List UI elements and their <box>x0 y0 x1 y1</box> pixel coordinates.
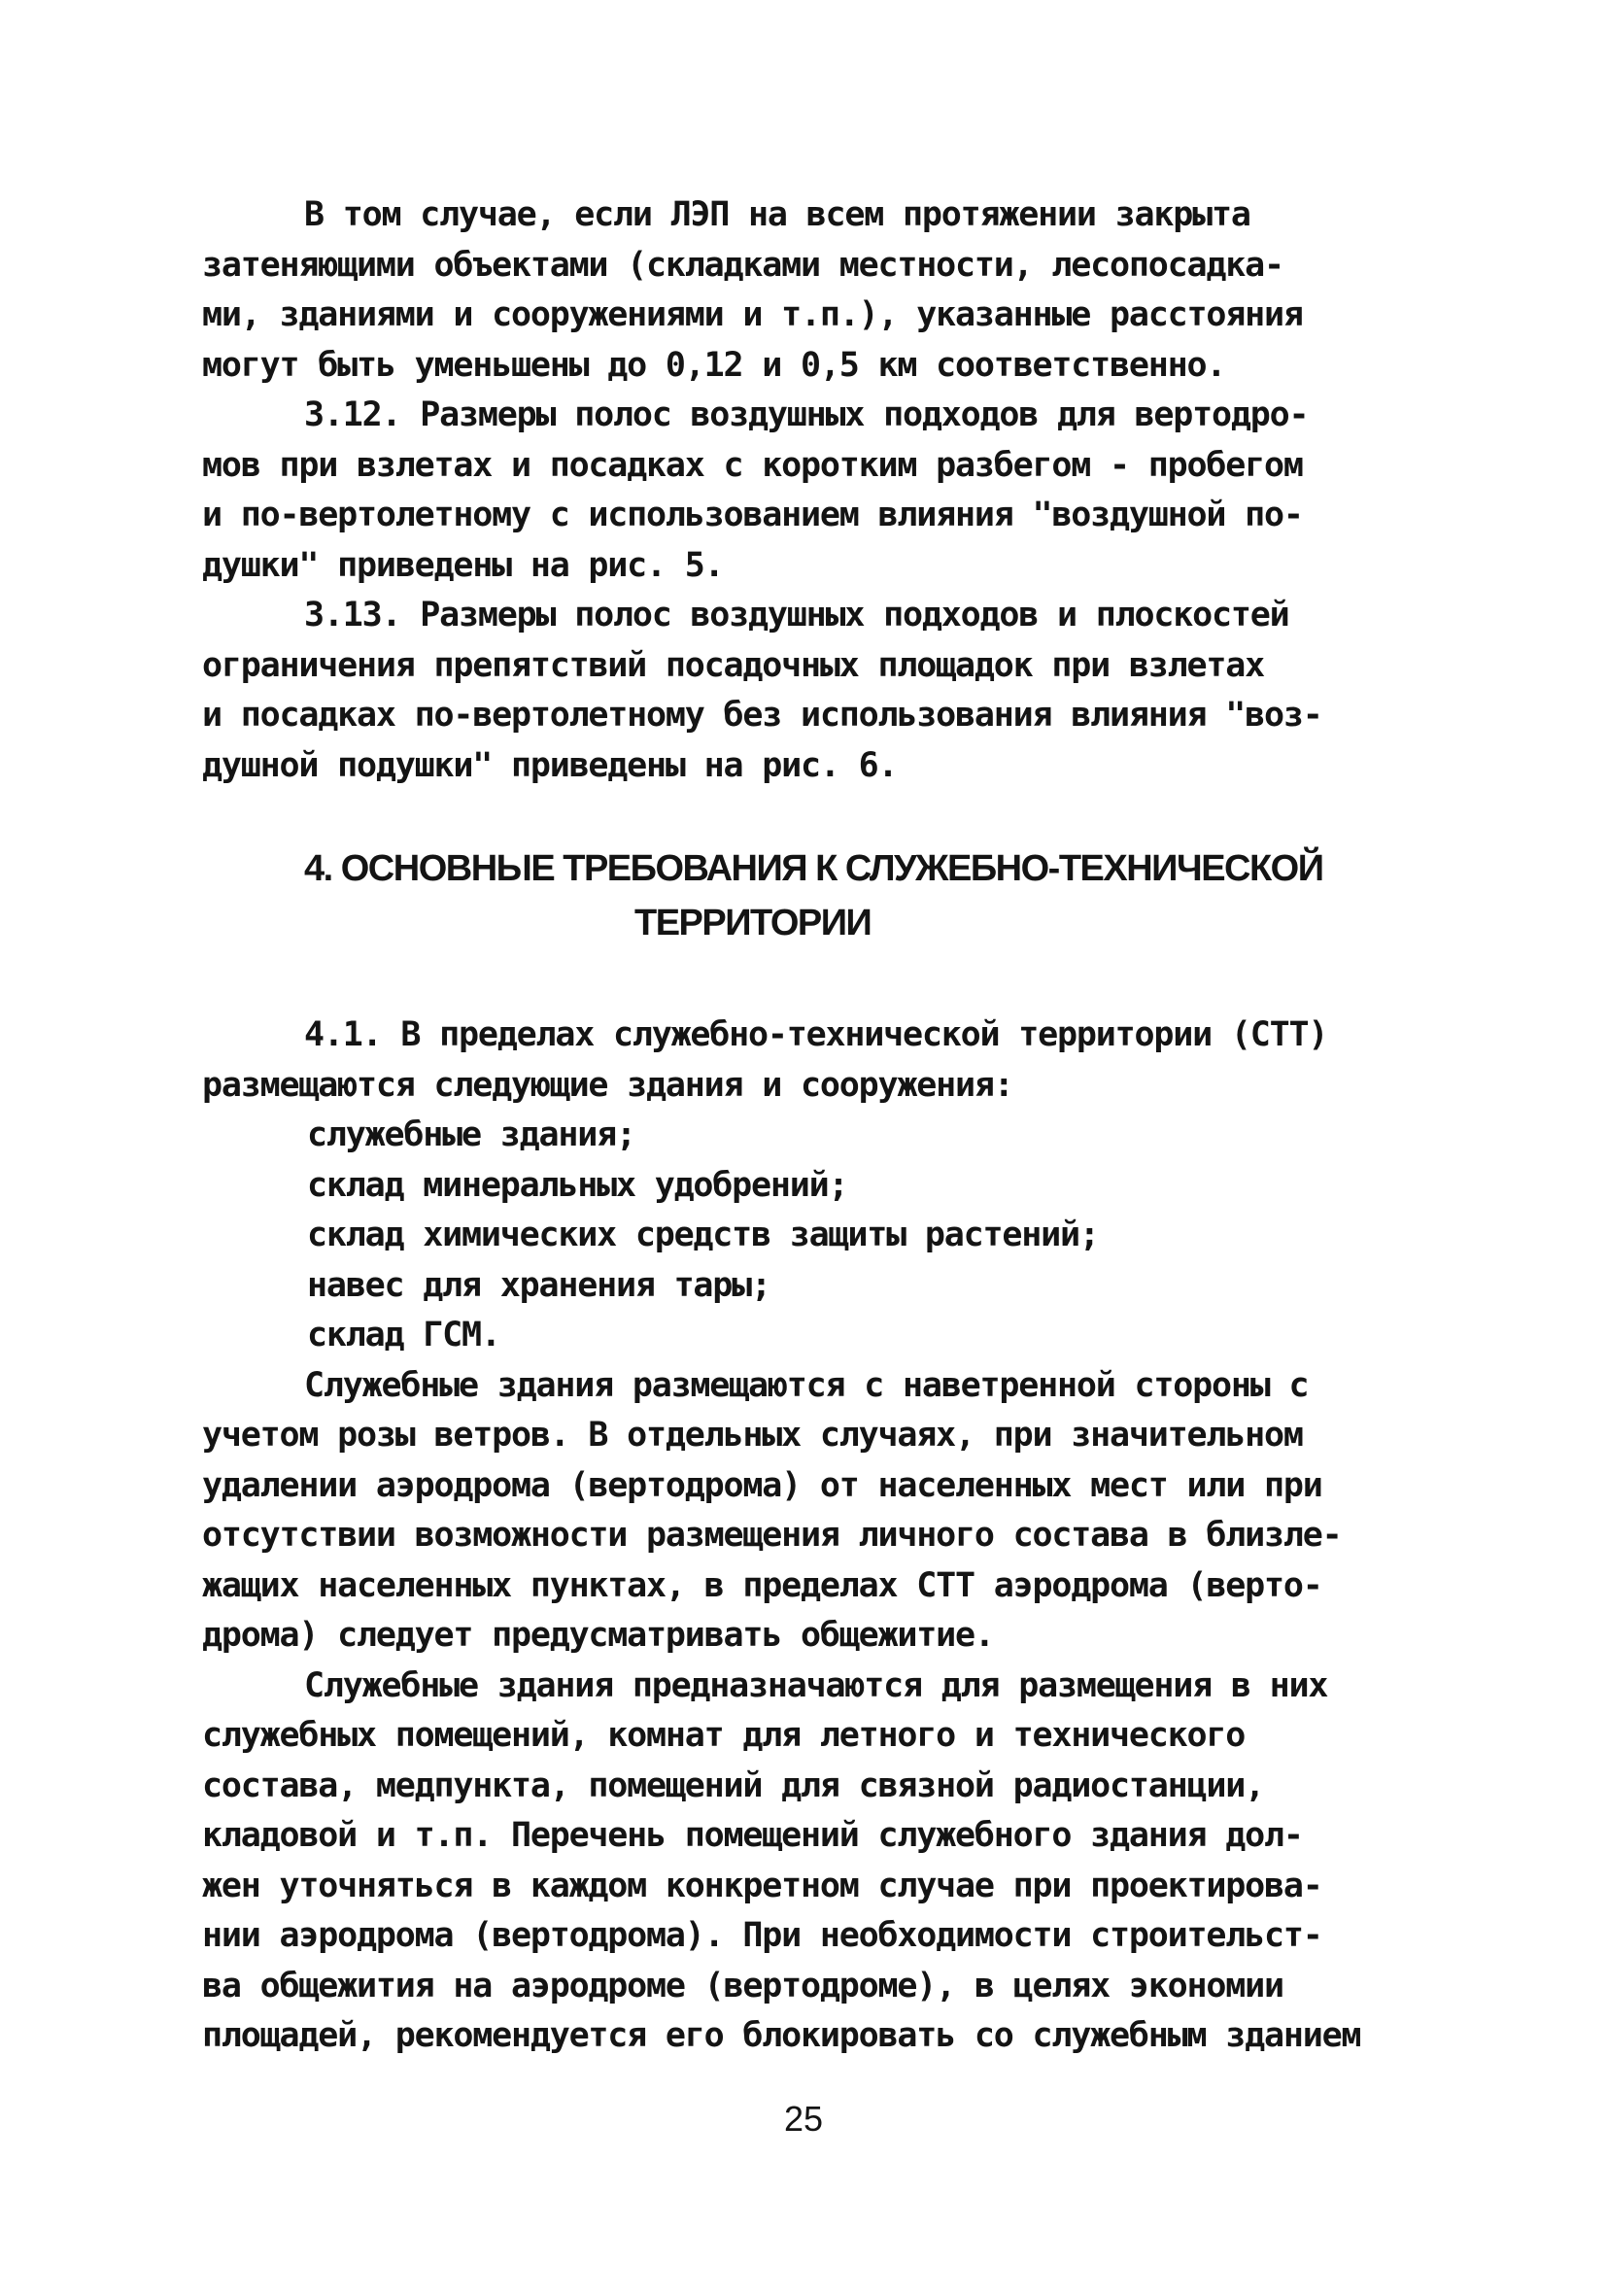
section-heading <box>202 841 1407 950</box>
paragraph-4-1 <box>202 1011 1407 1111</box>
paragraph-3-11-tail <box>202 190 1407 391</box>
text-line: душной подушки" приведены на рис. 6. <box>202 745 898 785</box>
paragraph-service-location <box>202 1361 1407 1662</box>
paragraph-service-purpose <box>202 1662 1407 2062</box>
list-item: служебные здания; <box>307 1115 635 1154</box>
text-line: Служебные здания размещаются с наветренной стороны с <box>304 1365 1309 1405</box>
building-list <box>202 1111 1407 1361</box>
text-line: и посадках по-вертолетному без использования влияния "воз- <box>202 696 1322 735</box>
page-number: 25 <box>783 2099 824 2139</box>
text-line: кладовой и т.п. Перечень помещений служебного здания дол- <box>202 1816 1303 1855</box>
document-page <box>202 190 1407 2062</box>
text-line: учетом розы ветров. В отдельных случаях, при значительном <box>202 1416 1303 1455</box>
list-item: склад ГСМ. <box>307 1316 500 1354</box>
text-line: отсутствии возможности размещения личного состава в близле- <box>202 1516 1342 1555</box>
text-line: ми, зданиями и сооружениями и т.п.), указанные расстояния <box>202 295 1303 334</box>
text-line: жащих населенных пунктах, в пределах СТТ аэродрома (верто- <box>202 1565 1322 1605</box>
list-item: склад минеральных удобрений; <box>307 1165 848 1205</box>
section-heading-line: 4. ОСНОВНЫЕ ТРЕБОВАНИЯ К СЛУЖЕБНО-ТЕХНИЧЕСКОЙ <box>304 848 1323 889</box>
paragraph-3-13 <box>202 591 1407 791</box>
text-line: В том случае, если ЛЭП на всем протяжении закрыта <box>304 195 1250 234</box>
text-line: мов при взлетах и посадках с коротким разбегом - пробегом <box>202 445 1303 485</box>
paragraph-3-12 <box>202 391 1407 591</box>
text-line: 4.1. В пределах служебно-технической территории (СТТ) <box>304 1015 1328 1054</box>
list-item: навес для хранения тары; <box>307 1265 770 1305</box>
text-line: затеняющими объектами (складками местности, лесопосадка- <box>202 245 1283 285</box>
text-line: душки" приведены на рис. 5. <box>202 545 724 585</box>
text-line: служебных помещений, комнат для летного и технического <box>202 1716 1246 1755</box>
text-line: удалении аэродрома (вертодрома) от населенных мест или при <box>202 1465 1322 1505</box>
text-line: 3.13. Размеры полос воздушных подходов и плоскостей <box>304 596 1289 634</box>
text-line: Служебные здания предназначаются для размещения в них <box>304 1665 1328 1705</box>
text-line: размещаются следующие здания и сооружения: <box>202 1065 1013 1105</box>
text-line: 3.12. Размеры полос воздушных подходов для вертодро- <box>304 395 1309 434</box>
section-heading-line: ТЕРРИТОРИИ <box>634 903 872 943</box>
text-line: могут быть уменьшены до 0,12 и 0,5 км соответственно. <box>202 345 1226 385</box>
text-line: состава, медпункта, помещений для связной радиостанции, <box>202 1765 1264 1805</box>
text-line: нии аэродрома (вертодрома). При необходимости строительст- <box>202 1916 1322 1955</box>
text-line: ограничения препятствий посадочных площадок при взлетах <box>202 645 1264 685</box>
text-line: и по-вертолетному с использованием влияния "воздушной по- <box>202 496 1303 534</box>
text-line: площадей, рекомендуется его блокировать со служебным зданием <box>202 2016 1361 2055</box>
spacer <box>202 791 1407 841</box>
list-item: склад химических средств защиты растений; <box>307 1216 1099 1254</box>
text-line: дрома) следует предусматривать общежитие. <box>202 1616 994 1655</box>
text-line: жен уточняться в каждом конкретном случае при проектирова- <box>202 1866 1322 1905</box>
spacer <box>202 950 1407 1011</box>
text-line: ва общежития на аэродроме (вертодроме), в целях экономии <box>202 1966 1283 2005</box>
